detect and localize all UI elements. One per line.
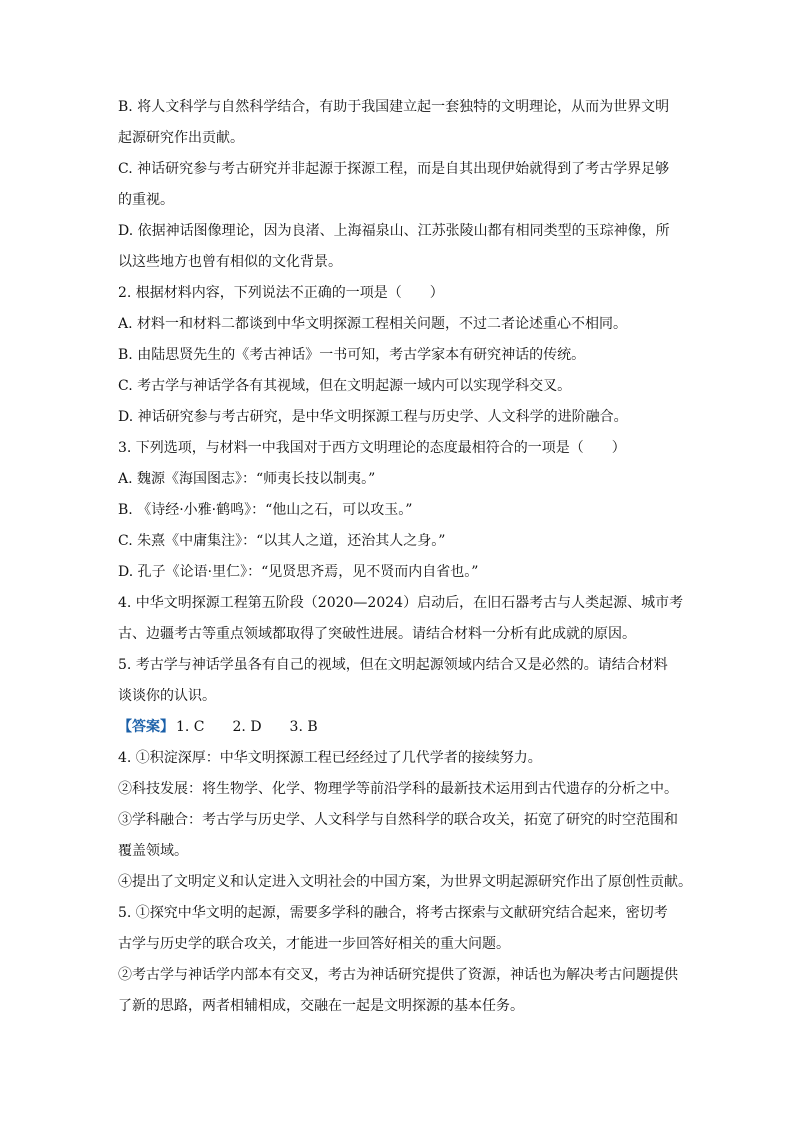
text-line: A. 材料一和材料二都谈到中华文明探源工程相关问题，不过二者论述重心不相同。: [118, 316, 628, 332]
text-line: D. 孔子《论语·里仁》：“见贤思齐焉，见不贤而内自省也。”: [118, 564, 479, 580]
answer-line: [118, 712, 704, 743]
text-line: 的重视。: [118, 192, 174, 208]
text-line: 起源研究作出贡献。: [118, 130, 244, 146]
question-4: 4. 中华文明探源工程第五阶段（2020—2024）启动后，在旧石器考古与人类起源、城市考: [118, 595, 684, 611]
answer-text-line: 古学与历史学的联合攻关，才能进一步回答好相关的重大问题。: [118, 936, 510, 952]
question-5: 5. 考古学与神话学虽各有自己的视域，但在文明起源领域内结合又是必然的。请结合材料: [118, 657, 668, 673]
answer-text-line: ②科技发展：将生物学、化学、物理学等前沿学科的最新技术运用到古代遗存的分析之中。: [118, 781, 678, 797]
question-2: 2. 根据材料内容，下列说法不正确的一项是（ ）: [118, 285, 444, 301]
answer-choices: 1. C 2. D 3. B: [176, 719, 318, 735]
text-line: A. 魏源《海国图志》：“师夷长技以制夷。”: [118, 471, 376, 487]
question-3: 3. 下列选项，与材料一中我国对于西方文明理论的态度最相符合的一项是（ ）: [118, 440, 626, 456]
text-line: 以这些地方也曾有相似的文化背景。: [118, 254, 342, 270]
text-line: D. 神话研究参与考古研究，是中华文明探源工程与历史学、人文科学的进阶融合。: [118, 409, 628, 425]
text-line: C. 神话研究参与考古研究并非起源于探源工程，而是自其出现伊始就得到了考古学界足够: [118, 161, 670, 177]
answer-text-line: ②考古学与神话学内部本有交叉，考古为神话研究提供了资源，神话也为解决考古问题提供: [118, 967, 678, 983]
text-line: B. 由陆思贤先生的《考古神话》一书可知，考古学家本有研究神话的传统。: [118, 347, 586, 363]
text-line: B. 将人文科学与自然科学结合，有助于我国建立起一套独特的文明理论，从而为世界文明: [118, 99, 670, 115]
answer-text-line: 覆盖领域。: [118, 843, 188, 859]
answer-text-line: ③学科融合：考古学与历史学、人文科学与自然科学的联合攻关，拓宽了研究的时空范围和: [118, 812, 678, 828]
text-line: 谈谈你的认识。: [118, 688, 216, 704]
text-line: C. 朱熹《中庸集注》：“以其人之道，还治其人之身。”: [118, 533, 446, 549]
answer-text-line: 了新的思路，两者相辅相成，交融在一起是文明探源的基本任务。: [118, 998, 524, 1014]
answer-tag: 【答案】: [118, 719, 174, 735]
text-line: C. 考古学与神话学各有其视域，但在文明起源一域内可以实现学科交叉。: [118, 378, 572, 394]
answer-text-line: 4. ①积淀深厚：中华文明探源工程已经经过了几代学者的接续努力。: [118, 750, 542, 766]
answer-text-line: 5. ①探究中华文明的起源，需要多学科的融合，将考古探索与文献研究结合起来，密切考: [118, 905, 668, 921]
text-line: 古、边疆考古等重点领域都取得了突破性进展。请结合材料一分析有此成就的原因。: [118, 626, 636, 642]
text-line: B. 《诗经·小雅·鹤鸣》：“他山之石，可以攻玉。”: [118, 502, 413, 518]
answer-text-line: ④提出了文明定义和认定进入文明社会的中国方案，为世界文明起源研究作出了原创性贡献。: [118, 874, 692, 890]
text-line: D. 依据神话图像理论，因为良渚、上海福泉山、江苏张陵山都有相同类型的玉琮神像，所: [118, 223, 670, 239]
